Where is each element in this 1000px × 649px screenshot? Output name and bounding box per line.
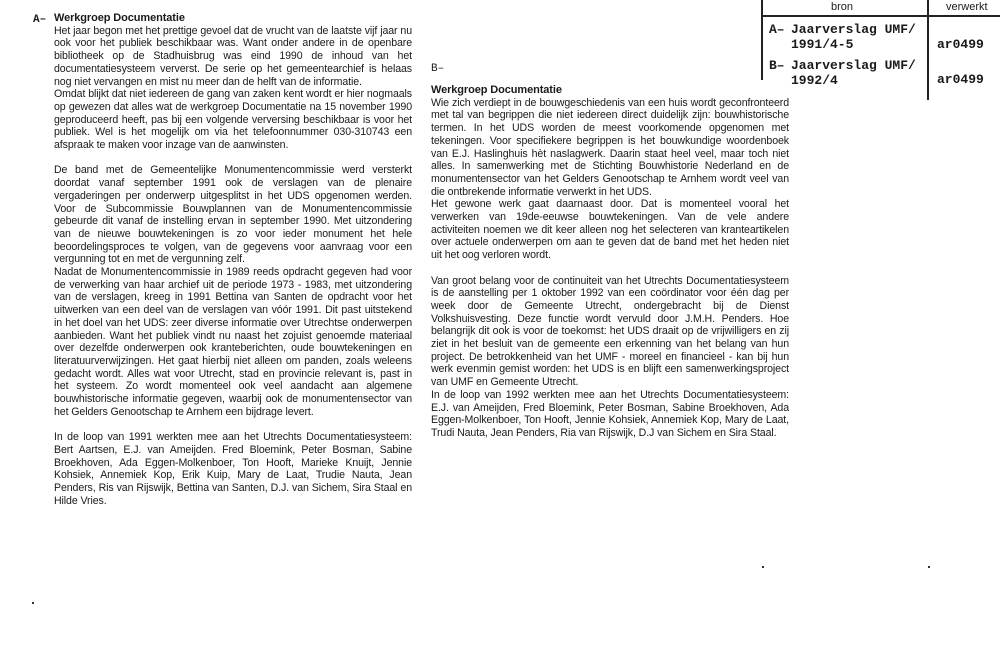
source-table — [761, 0, 1000, 100]
section-a-heading: Werkgroep Documentatie — [54, 12, 185, 24]
row-verwerkt: ar0499 — [937, 72, 984, 87]
scan-speck — [32, 602, 34, 604]
table-row — [769, 58, 916, 88]
row-bron-line2: 1992/4 — [791, 73, 838, 88]
row-prefix: B– — [769, 58, 785, 73]
row-prefix: A– — [769, 22, 785, 37]
scan-speck — [928, 566, 930, 568]
section-a — [54, 12, 412, 507]
section-b — [431, 84, 789, 440]
section-b-paragraph: In de loop van 1992 werkten mee aan het Utrechts Documentatiesysteem: E.J. van Ameijden, Fred Bloemink, Peter Bosman, Sabine Broekhoven, Ada Eggen-Molkenboer, Ton Hooft, Jennie Kohsiek, Annemiek Kop, Mary de Laat, Trudi Nauta, Jean Penders, Ria van Rijswijk, D.J van Sichem en Sira Staal. — [431, 388, 789, 439]
table-left-border — [761, 0, 763, 80]
section-marker-a: A– — [33, 14, 47, 26]
section-b-paragraph: Wie zich verdiept in de bouwgeschiedenis van een huis wordt geconfronteerd met tal van begrippen die niet iedereen direct duidelijk zijn: bouwhistorische termen. In het UDS worden de meest voorkomende opgenomen met tekeningen. Voor specifiekere begrippen is het bouwkundige woordenboek van E.J. Haslinghuis hèt naslagwerk. Daarin staat heel veel, maar toch niet alles. In samenwerking met de Stichting Bouwhistorie Nederland en de monumentensector van het Gelders Genootschap te Arnhem wordt veel van die ontbrekende informatie verwerkt in het UDS. — [431, 96, 789, 198]
section-b-paragraph: Van groot belang voor de continuiteit van het Utrechts Documentatiesysteem is de aanstelling per 1 oktober 1992 van een coördinator voor één dag per week door de Gemeente Utrecht, ondergebracht bij de Dienst Volkshuisvesting. Deze functie wordt vervuld door J.M.H. Penders. Hoe belangrijk dit ook is voor de toekomst: het UDS draait op de vrijwilligers en zij ziet in het besluit van de gemeente een erkenning van het belang van hun project. De betrokkenheid van het UMF - moreel en financieel - kan bij hun werk evenmin gemist worden: het UDS is en blijft een samenwerkingsproject van UMF en Gemeente Utrecht. — [431, 274, 789, 389]
section-a-paragraph: Omdat blijkt dat niet iedereen de gang van zaken kent wordt er hier nogmaals op gewezen dat alles wat de werkgroep Documentatie na 15 november 1990 geproduceerd heeft, pas bij een volgende verversing beschikbaar is voor het publiek. Wel is het mogelijk om via het telefoonnummer 030-310743 een afspraak te maken voor inzage van de aanwinsten. — [54, 88, 412, 152]
section-a-paragraph: Nadat de Monumentencommissie in 1989 reeds opdracht gegeven had voor de verwerking van haar archief uit de periode 1973 - 1983, met uitzondering van de verslagen, kreeg in 1991 Bettina van Santen de opdracht voor het uitwerken van een deel van de verslagen van vóór 1991. Dit past uitstekend in het doel van het UDS: zeer diverse informatie over Utrechtse onderwerpen aanbieden. Want het publiek vindt nu naast het zojuist genoemde materiaal over dezelfde onderwerpen ook kranteberichten, oude bouwtekeningen en literatuurverwijzingen. Het gaat hierbij niet alleen om panden, zoals weleens gedacht wordt. Alles wat voor Utrecht, stad en provincie relevant is, past in het systeem. Zo wordt momenteel ook veel aandacht aan algemene bouwhistorische informatie gegeven, waarbij ook de monumentensector van het Gelders Genootschap te Arnhem een bijdrage levert. — [54, 266, 412, 418]
section-b-paragraph: Het gewone werk gaat daarnaast door. Dat is momenteel vooral het verwerken van 19de-eeuwse bouwtekeningen. Van de vele andere activiteiten noemen we dit keer alleen nog het selecteren van kranteartikelen over actuele onderwerpen om aan te geven dat de band met het heden niet uit het oog verloren wordt. — [431, 198, 789, 262]
table-header-verwerkt: verwerkt — [946, 1, 988, 13]
section-marker-b: B– — [431, 63, 445, 75]
section-a-paragraph: In de loop van 1991 werkten mee aan het Utrechts Documentatiesysteem: Bert Aartsen, E.J. van Ameijden. Fred Bloemink, Peter Bosman, Sabine Broekhoven, Ada Eggen-Molkenboer, Ton Hooft, Marieke Knuijt, Jennie Kohsiek, Annemiek Kop, Erik Kuip, Mary de Laat, Trudie Nauta, Jean Penders, Ris van Rijswijk, Bettina van Santen, D.J. van Sichem, Sira Staal en Hilde Vries. — [54, 431, 412, 507]
row-bron-line1: Jaarverslag UMF/ — [791, 22, 916, 37]
section-a-paragraph: De band met de Gemeentelijke Monumentencommissie werd versterkt doordat vanaf september 1991 ook de verslagen van de plenaire vergaderingen per onderwerp uitgesplitst in het UDS opgenomen werden. Voor de Subcommissie Bouwplannen van de Monumentencommissie gebeurde dit vanaf de instelling ervan in september 1990. Met uitzondering van de nieuwe bouwtekeningen is zo voor ieder monument het hele beoordelingsproces te volgen, van de gegevens voor aanvraag voor een vergunning tot en met de vergunning zelf. — [54, 164, 412, 266]
row-bron-line1: Jaarverslag UMF/ — [791, 58, 916, 73]
scan-speck — [762, 566, 764, 568]
table-header-rule — [761, 15, 1000, 17]
section-b-heading: Werkgroep Documentatie — [431, 84, 562, 96]
row-verwerkt: ar0499 — [937, 37, 984, 52]
row-bron-line2: 1991/4-5 — [791, 37, 854, 52]
section-a-paragraph: Het jaar begon met het prettige gevoel dat de vrucht van de laatste vijf jaar nu ook voor het publiek beschikbaar was. Want onder andere in de openbare bibliotheek op de Stadhuisbrug was eind 1990 de inhoud van het documentatiesysteem ververst. De serie op het gemeentearchief is helaas nog niet vervangen en mist nu meer dan de helft van de informatie. — [54, 24, 412, 88]
table-row — [769, 22, 916, 52]
table-header-bron: bron — [831, 1, 854, 13]
